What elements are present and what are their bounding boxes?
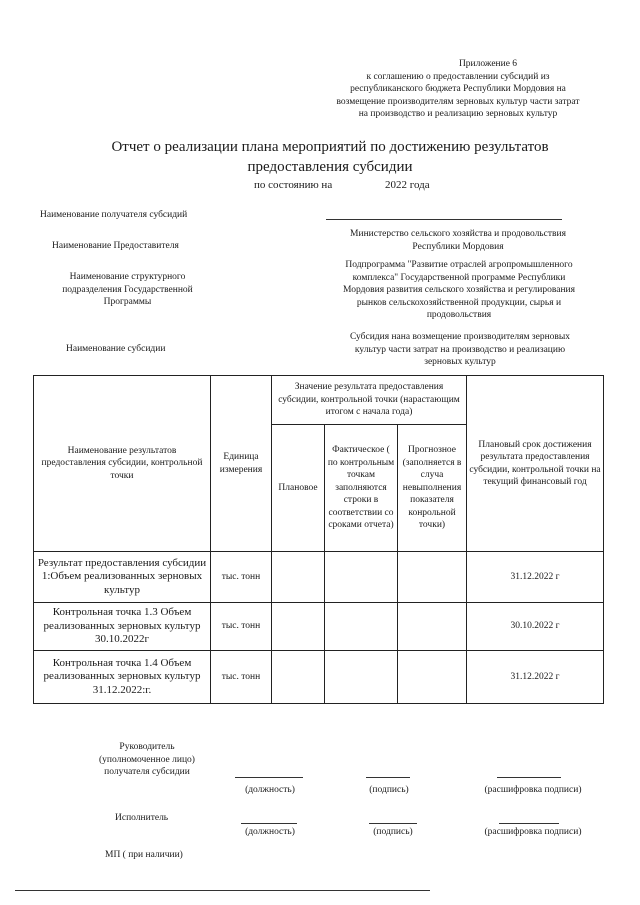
executor-decoding-line xyxy=(499,823,559,824)
row-unit-cell: тыс. тонн xyxy=(211,552,272,603)
structural-unit-label-line: подразделения Государственной xyxy=(62,284,193,295)
signature-caption: (подпись) xyxy=(369,785,409,795)
annex-header xyxy=(318,58,598,121)
structural-unit-label-line: Наименование структурного xyxy=(69,272,186,282)
row-fact-cell xyxy=(325,651,398,704)
row-name-cell: Контрольная точка 1.3 Объем реализованных зерновых культур 30.10.2022г xyxy=(34,603,211,651)
executor-signature-line xyxy=(369,823,417,824)
annex-line: республиканского бюджета Республики Мордовия на xyxy=(350,84,566,94)
row-forecast-cell xyxy=(398,651,467,704)
structural-unit-value xyxy=(318,259,600,322)
as-of-label: по состоянию на xyxy=(254,179,333,191)
annex-line: на производство и реализацию зерновых культур xyxy=(358,109,558,119)
recipient-value-line xyxy=(326,219,562,220)
position-caption: (должность) xyxy=(245,785,295,795)
head-signatory-line: (уполномоченное лицо) xyxy=(99,754,195,765)
row-fact-cell xyxy=(325,552,398,603)
recipient-label: Наименование получателя субсидий xyxy=(40,210,188,220)
row-forecast-cell xyxy=(398,552,467,603)
head-signatory-line: Руководитель xyxy=(119,742,175,752)
structural-unit-label-line: Программы xyxy=(103,297,152,307)
header-deadline-cell: Плановый срок достижения результата предоставления субсидии, контрольной точки на текущий финансовый год xyxy=(467,376,604,552)
table-row xyxy=(34,552,604,603)
header-fact-cell: Фактическое ( по контрольным точкам заполняются строки в соответствии со сроками отчета) xyxy=(325,425,398,552)
header-forecast-cell: Прогнозное (заполняется в случа невыполнения показателя конрольной точки) xyxy=(398,425,467,552)
subsidy-value-line: культур части затрат на производство и реализацию xyxy=(354,344,566,355)
row-fact-cell xyxy=(325,603,398,651)
as-of-year: 2022 года xyxy=(385,179,430,191)
structural-unit-value-line: комплекса" Государственной программе Республики xyxy=(352,272,566,283)
header-unit-cell: Единица измерения xyxy=(211,376,272,552)
position-line xyxy=(235,777,303,778)
row-name-cell: Контрольная точка 1.4 Объем реализованных зерновых культур 31.12.2022:г. xyxy=(34,651,211,704)
header-name-cell: Наименование результатов предоставления субсидии, контрольной точки xyxy=(34,376,211,552)
table-row xyxy=(34,651,604,704)
signature-line xyxy=(366,777,410,778)
row-unit-cell: тыс. тонн xyxy=(211,603,272,651)
header-plan-cell: Плановое xyxy=(272,425,325,552)
executor-decoding-caption: (расшифровка подписи) xyxy=(484,827,582,837)
provider-value-line: Министерство сельского хозяйства и продовольствия xyxy=(350,229,566,239)
provider-value xyxy=(318,228,598,253)
subsidy-value-line: зерновых культур xyxy=(424,357,496,367)
executor-signature-caption: (подпись) xyxy=(373,827,413,837)
structural-unit-value-line: продовольствия xyxy=(426,310,492,320)
annex-line: возмещение производителям зерновых культур части затрат xyxy=(336,96,580,107)
provider-value-line: Республики Мордовия xyxy=(412,241,504,252)
subsidy-value-line: Субсидия нана возмещение производителям зерновых xyxy=(349,332,571,342)
executor-label: Исполнитель xyxy=(115,813,169,823)
head-signatory-line: получателя субсидии xyxy=(104,767,190,777)
row-name-cell: Результат предоставления субсидии 1:Объем реализованных зерновых культур xyxy=(34,552,211,603)
annex-line: к соглашению о предоставлении субсидий из xyxy=(366,71,550,82)
decoding-line xyxy=(497,777,561,778)
structural-unit-value-line: рынков сельскохозяйственной продукции, сырья и xyxy=(356,297,562,308)
row-plan-cell xyxy=(272,603,325,651)
title-line: Отчет о реализации плана мероприятий по достижению результатов xyxy=(111,139,549,155)
executor-position-line xyxy=(241,823,297,824)
structural-unit-label xyxy=(30,271,225,309)
structural-unit-value-line: Мордовия развития сельского хозяйства и регулирования xyxy=(342,285,576,295)
row-deadline-cell: 31.12.2022 г xyxy=(467,651,604,704)
executor-position-caption: (должность) xyxy=(245,827,295,837)
row-deadline-cell: 30.10.2022 г xyxy=(467,603,604,651)
provider-label: Наименование Предоставителя xyxy=(52,241,179,251)
report-table xyxy=(33,375,604,704)
table-header-row xyxy=(34,376,604,425)
row-unit-cell: тыс. тонн xyxy=(211,651,272,704)
bottom-rule xyxy=(15,890,430,891)
title-line: предоставления субсидии xyxy=(247,159,413,175)
seal-label: МП ( при наличии) xyxy=(105,850,183,860)
report-title xyxy=(60,137,600,177)
subsidy-label: Наименование субсидии xyxy=(66,344,166,354)
subsidy-value xyxy=(320,331,600,369)
header-value-group-cell: Значение результата предоставления субсидии, контрольной точки (нарастающим итогом с начала года) xyxy=(272,376,467,425)
row-deadline-cell: 31.12.2022 г xyxy=(467,552,604,603)
decoding-caption: (расшифровка подписи) xyxy=(484,785,582,795)
table-row xyxy=(34,603,604,651)
annex-line: Приложение 6 xyxy=(458,59,518,69)
structural-unit-value-line: Подпрограмма "Развитие отраслей агропромышленного xyxy=(345,260,573,270)
head-signatory-label xyxy=(82,741,212,779)
row-forecast-cell xyxy=(398,603,467,651)
row-plan-cell xyxy=(272,552,325,603)
row-plan-cell xyxy=(272,651,325,704)
